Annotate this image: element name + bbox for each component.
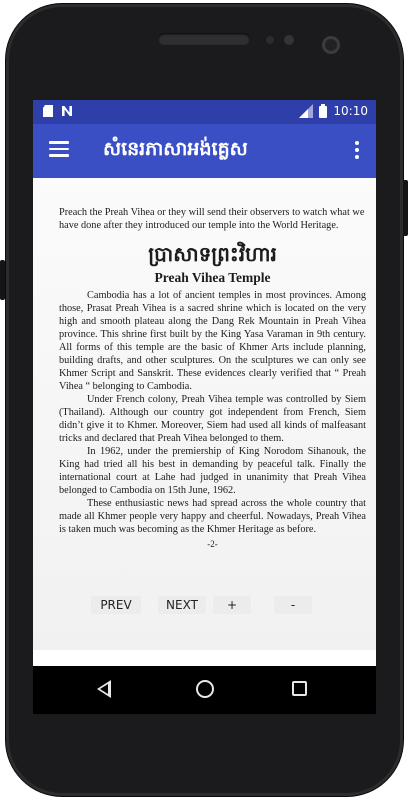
document-page [33, 178, 376, 650]
device-screen [33, 100, 376, 666]
zoom-in-button[interactable]: + [213, 596, 251, 614]
front-camera [322, 36, 340, 54]
paragraph: These enthusiastic news had spread across the whole country that made all Khmer people very happy and cheerful. Nowadays, Preah Vihea is taken much was becoming as the Khmer Heritage as before. [59, 498, 366, 535]
volume-button [0, 260, 5, 300]
prev-button[interactable]: PREV [91, 596, 141, 614]
light-sensor [284, 35, 294, 45]
zoom-out-button[interactable]: - [274, 596, 312, 614]
intro-text: Preach the Preah Vihea or they will send their observers to watch what we have done after they introduced our temple into the World Heritage. [59, 207, 365, 231]
khmer-title: ប្រាសាទព្រះវិហារ [148, 244, 277, 266]
status-bar [33, 100, 376, 124]
recent-apps-icon[interactable] [292, 681, 307, 696]
back-icon-inner [100, 684, 108, 694]
sd-card-icon [43, 105, 53, 117]
overflow-menu-icon[interactable] [354, 141, 360, 161]
earpiece-speaker [158, 33, 250, 45]
app-title: សំនេរភាសាអង់គ្លេស [103, 138, 248, 160]
english-title: Preah Vihea Temple [154, 270, 271, 285]
paragraph: Cambodia has a lot of ancient temples in most provinces. Among those, Prasat Preah Vihea is a sacred shrine which is located on the very high and smooth plateau along the Dang Rek Mountain in Preah Vihea province. This shrine first built by the King Yasa Varaman in 9th century. All forms of this temple are the basic of Khmer Arts include planning, building drafts, and other sculptures. On the sculptures we can only see Khmer Script and Sanskrit. These evidences clearly verified that “ Preah Vihea “ belonging to Cambodia. [59, 290, 366, 392]
power-button [403, 180, 408, 236]
page-number: -2- [207, 539, 218, 549]
battery-icon [319, 104, 327, 118]
navigation-bar [33, 666, 376, 714]
home-icon[interactable] [196, 680, 214, 698]
paragraph: In 1962, under the premiership of King Norodom Sihanouk, the King had tried all his best in demanding by peaceful talk. Finally the international court at Lahe had judged in unanimity that Preah Vihea belonged to Cambodia on 15th June, 1962. [59, 446, 366, 496]
proximity-sensor [266, 36, 274, 44]
paragraph: Under French colony, Preah Vihea temple was controlled by Siem (Thailand). Although our country got independent from French, Siem didn’t give it to Khmer. Moreover, Siem had used all kinds of malfeasant tricks and declared that Preah Vihea belonged to them. [59, 394, 366, 444]
next-button[interactable]: NEXT [158, 596, 206, 614]
status-time: 10:10 [333, 104, 368, 118]
hamburger-menu-icon[interactable] [49, 141, 69, 157]
notification-n-icon [61, 105, 73, 117]
signal-icon [299, 104, 313, 118]
app-bar [33, 124, 376, 178]
